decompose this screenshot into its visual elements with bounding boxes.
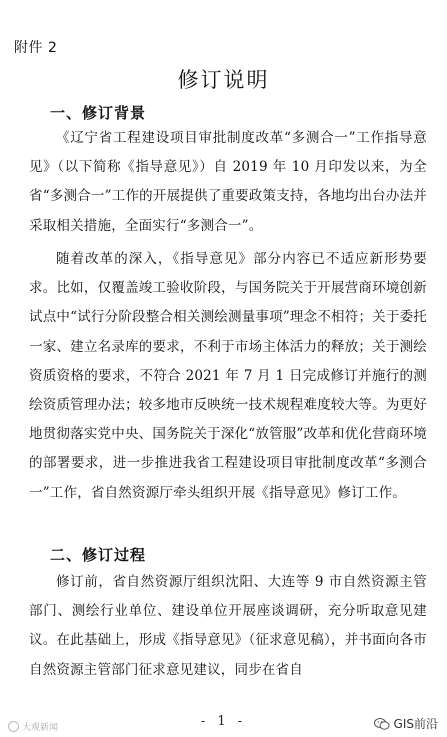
page-number: - 1 - [200, 714, 247, 729]
attachment-label: 附件 2 [14, 40, 58, 56]
section-heading-background: 一、修订背景 [50, 104, 147, 122]
paragraph-background-1: 《辽宁省工程建设项目审批制度改革“多测合一”工作指导意见》（以下简称《指导意见》）自 2019 年 10 月印发以来，为全省“多测合一”工作的开展提供了重要政策支持，各地均出台办法并采取相关措施，全面实行“多测合一”。 [29, 130, 427, 234]
watermark-right [371, 714, 441, 733]
watermark-right-text: GIS前沿 [393, 717, 438, 731]
section-heading-process: 二、修订过程 [50, 546, 147, 564]
watermark-left-text: 大观新闻 [22, 723, 59, 733]
watermark-left [8, 720, 58, 733]
wechat-icon [374, 717, 390, 731]
paragraph-process-1: 修订前，省自然资源厅组织沈阳、大连等 9 市自然资源主管部门、测绘行业单位、建设单位开展座谈调研，充分听取意见建议。在此基础上，形成《指导意见》（征求意见稿），并书面向各市自然资源主管部门征求意见建议，同步在省自 [29, 574, 427, 678]
watermark-logo-icon [8, 721, 19, 732]
document-title: 修订说明 [177, 68, 270, 92]
paragraph-background-2: 随着改革的深入，《指导意见》部分内容已不适应新形势要求。比如，仅覆盖竣工验收阶段，与国务院关于开展营商环境创新试点中“试行分阶段整合相关测绘测量事项”理念不相符；关于委托一家、建立名录库的要求，不利于市场主体活力的释放；关于测绘资质资格的要求，不符合 2021 年 7 月 1 日完成修订并施行的测绘资质管理办法；较多地市反映统一技术规程难度较大等。为更好地贯彻落实党中央、国务院关于深化“放管服”改革和优化营商环境的部署要求，进一步推进我省工程建设项目审批制度改革“多测合一”工作，省自然资源厅牵头组织开展《指导意见》修订工作。 [29, 251, 427, 501]
